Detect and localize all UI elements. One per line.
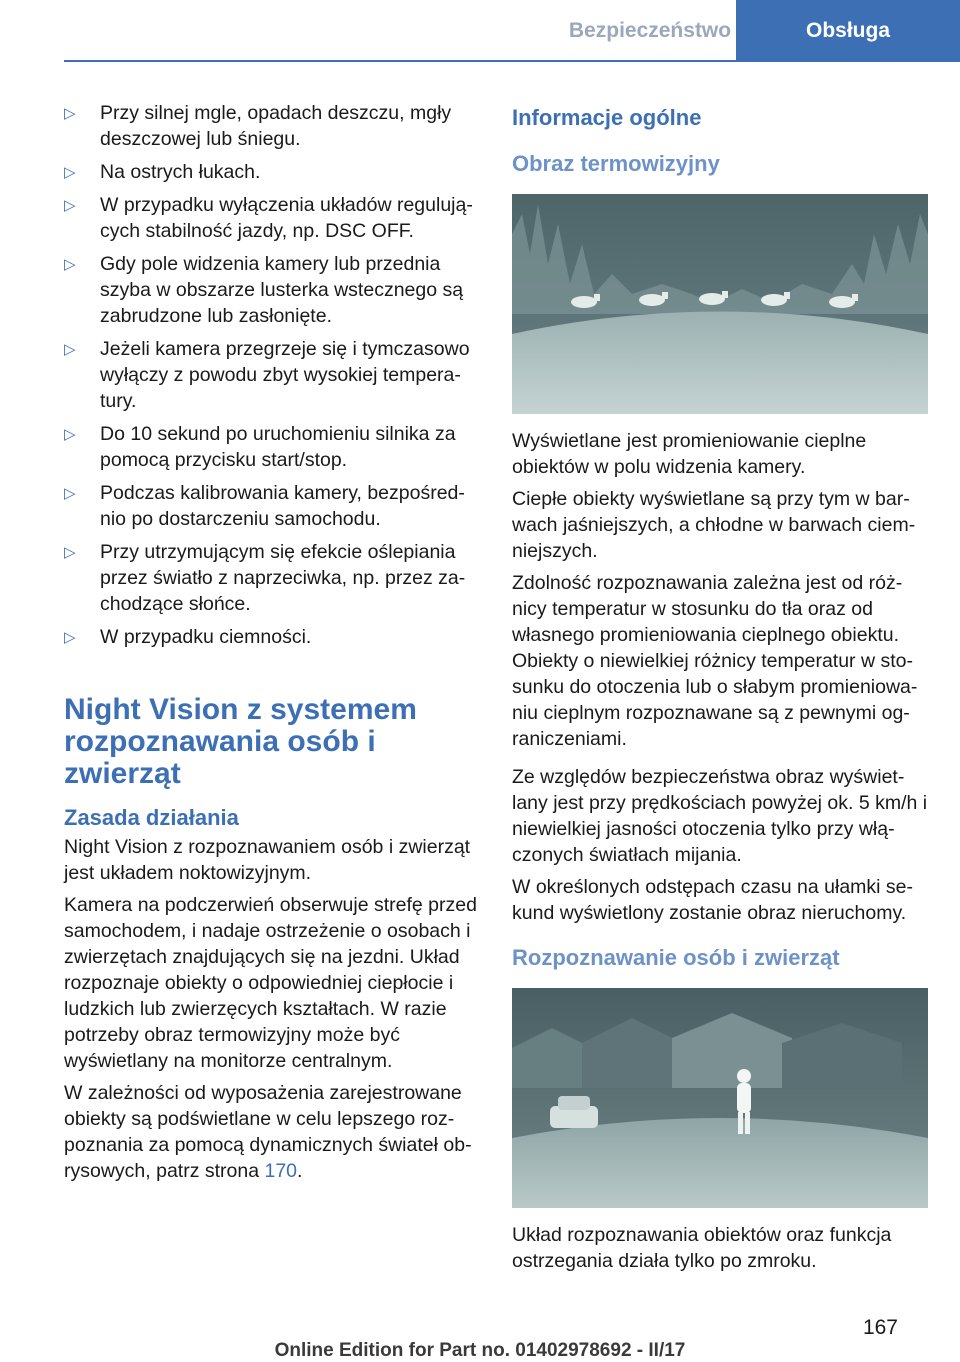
list-item: ▷ Przy silnej mgle, opadach deszczu, mgły deszczowej lub śniegu. [64,102,452,150]
subsection-heading: Rozpoznawanie osób i zwierząt [512,945,840,970]
page-link[interactable]: 170 [264,1160,298,1182]
left-column [64,100,480,1190]
list-item: ▷ W przypadku wyłączenia układów regulujących stabilność jazdy, np. DSC OFF. [64,194,473,242]
paragraph: Night Vision z rozpoznawaniem osób i zwierząt jest układem noktowizyjnym. [64,836,471,884]
paragraph: Ciepłe obiekty wyświetlane są przy tym w barwach jaśniejszych, a chłodne w barwach ciemniejszych. [512,488,916,562]
triangle-bullet-icon: ▷ [64,105,76,122]
paragraph: Ze względów bezpieczeństwa obraz wyświetlany jest przy prędkościach powyżej ok. 5 km/h i niewielkiej jasności otoczenia tylko przy włączonych światłach mijania. [512,766,928,866]
subsection-heading: Obraz termowizyjny [512,151,720,176]
list-item: ▷ Na ostrych łukach. [64,159,480,185]
triangle-bullet-icon: ▷ [64,164,76,181]
thermal-image-pedestrian [512,988,928,1208]
tab-section-safety[interactable]: Bezpieczeństwo [564,0,736,62]
subsection-heading: Zasada działania [64,805,239,830]
triangle-bullet-icon: ▷ [64,341,76,358]
paragraph: Zdolność rozpoznawania zależna jest od różnicy temperatur w stosunku do tła oraz od własnego promieniowania cieplnego obiektu. Obiekty o niewielkiej różnicy temperatur w stosunku do otoczenia lub o słabym promieniowaniu cieplnym rozpoznawane są z pewnymi ograniczeniami. [512,572,918,750]
right-column [512,100,928,1280]
limitations-list [64,100,480,650]
footer-edition: Online Edition for Part no. 01402978692 - II/17 [274,1340,686,1361]
paragraph: Wyświetlane jest promieniowanie cieplne obiektów w polu widzenia kamery. [512,430,867,478]
section-heading: Night Vision z systemem rozpoznawania osób i zwierząt [64,693,417,790]
triangle-bullet-icon: ▷ [64,426,76,443]
list-item: ▷ Gdy pole widzenia kamery lub przednia szyba w obszarze lusterka wstecznego są zabrudzone lub zasłonięte. [64,253,464,327]
triangle-bullet-icon: ▷ [64,485,76,502]
thermal-image-animals [512,194,928,414]
triangle-bullet-icon: ▷ [64,544,76,561]
list-item: ▷ Podczas kalibrowania kamery, bezpośrednio po dostarczeniu samochodu. [64,482,465,530]
paragraph: W zależności od wyposażenia zarejestrowane obiekty są podświetlane w celu lepszego rozpoznania za pomocą dynamicznych świateł obrysowych, patrz strona 170. [64,1082,472,1182]
header-rule [64,60,960,62]
triangle-bullet-icon: ▷ [64,197,76,214]
header-tabs [564,0,960,62]
list-item: ▷ Jeżeli kamera przegrzeje się i tymczasowo wyłączy z powodu zbyt wysokiej temperatury. [64,338,470,412]
triangle-bullet-icon: ▷ [64,629,76,646]
paragraph: Układ rozpoznawania obiektów oraz funkcja ostrzegania działa tylko po zmroku. [512,1224,892,1272]
list-item: ▷ Przy utrzymującym się efekcie oślepiania przez światło z naprzeciwka, np. przez zachodzące słońce. [64,541,466,615]
paragraph: Kamera na podczerwień obserwuje strefę przed samochodem, i nadaje ostrzeżenie o osobach i zwierzętach znajdujących się na jezdni. Układ rozpoznaje obiekty o odpowiedniej ciepłocie i ludzkich lub zwierzęcych kształtach. W razie potrzeby obraz termowizyjny może być wyświetlany na monitorze centralnym. [64,894,477,1072]
paragraph: W określonych odstępach czasu na ułamki sekund wyświetlony zostanie obraz nieruchomy. [512,876,914,924]
triangle-bullet-icon: ▷ [64,256,76,273]
list-item: ▷ W przypadku ciemności. [64,624,480,650]
page-number: 167 [862,1316,898,1339]
list-item: ▷ Do 10 sekund po uruchomieniu silnika za pomocą przycisku start/stop. [64,423,456,471]
section-heading: Informacje ogólne [512,105,702,130]
tab-operation[interactable]: Obsługa [736,0,960,62]
